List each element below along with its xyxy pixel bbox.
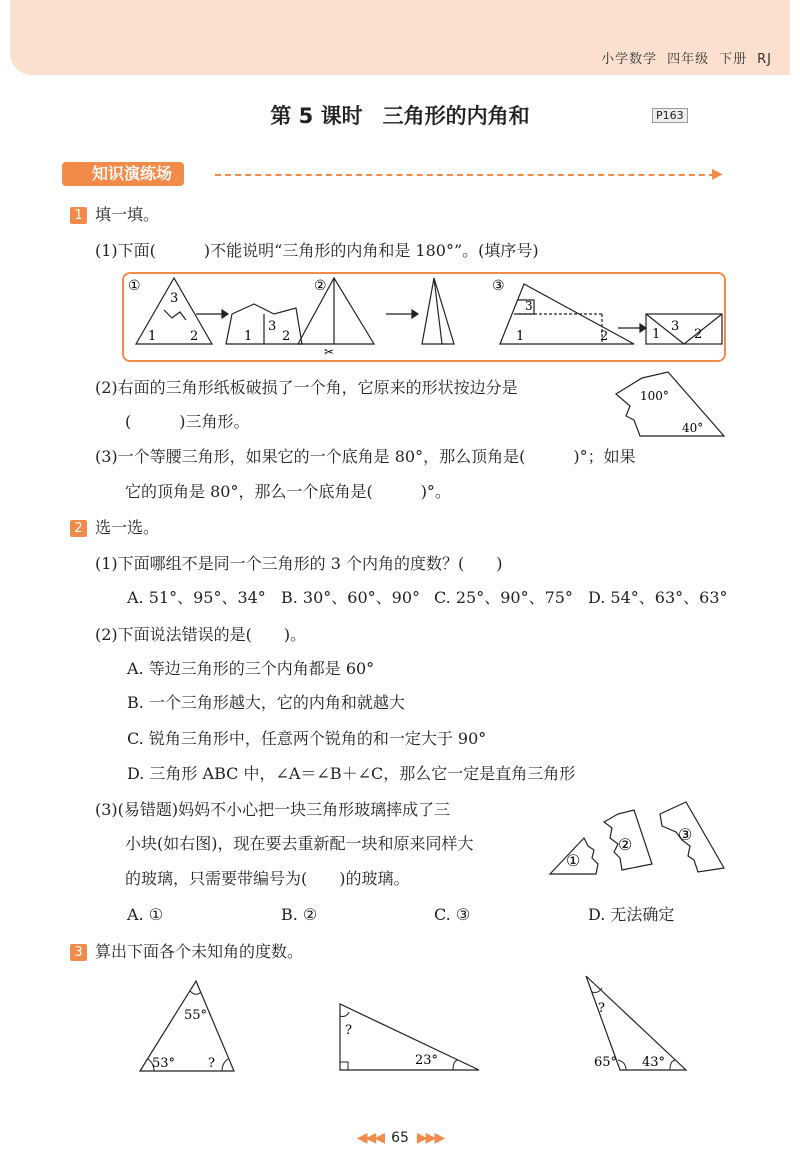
q2-part3-line1: (3)(易错题)妈妈不小心把一块三角形玻璃摔成了三 — [95, 800, 451, 819]
tri2-top-angle: ? — [345, 1023, 352, 1038]
q2-part1: (1)下面哪组不是同一个三角形的 3 个内角的度数？( ) — [95, 554, 503, 573]
q3-number: 3 — [70, 944, 87, 961]
angle-label-1: 1 — [148, 329, 157, 344]
q1-title: 填一填。 — [95, 205, 160, 224]
angle-label-2d: 2 — [694, 327, 703, 342]
fig-label-1: ① — [128, 278, 141, 294]
triangle-1 — [130, 975, 240, 1075]
q2-p1-option-b: B. 30°、60°、90° — [281, 588, 421, 607]
tri1-right-angle: ? — [208, 1056, 215, 1071]
piece-label-3: ③ — [678, 825, 693, 844]
lesson-number: 第 5 课时 — [270, 104, 363, 128]
q1-part2-line1: (2)右面的三角形纸板破损了一个角，它原来的形状按边分是 — [95, 378, 518, 397]
angle-40: 40° — [682, 421, 704, 435]
q2-p2-option-a: A. 等边三角形的三个内角都是 60° — [127, 659, 375, 678]
q1-part3-line1: (3)一个等腰三角形，如果它的一个底角是 80°，那么顶角是( )°；如果 — [95, 447, 636, 466]
q1-heading — [70, 204, 159, 226]
broken-triangle-figure — [612, 370, 728, 440]
tri1-left-angle: 53° — [152, 1056, 176, 1071]
q2-title: 选一选。 — [95, 518, 160, 537]
q2-p3-option-b: B. ② — [281, 905, 318, 924]
q1-part1: (1)下面( )不能说明“三角形的内角和是 180°”。(填序号) — [95, 241, 539, 260]
q2-p2-option-d: D. 三角形 ABC 中，∠A＝∠B＋∠C，那么它一定是直角三角形 — [127, 764, 576, 783]
header-band — [10, 0, 790, 75]
fig-label-2: ② — [314, 278, 327, 294]
q1-part2-line2: ( )三角形。 — [125, 412, 250, 431]
piece-label-2: ② — [618, 835, 633, 854]
q2-number: 2 — [70, 520, 87, 537]
q2-p1-option-a: A. 51°、95°、34° — [127, 588, 266, 607]
q2-part2: (2)下面说法错误的是( )。 — [95, 625, 307, 644]
angle-label-2: 2 — [190, 329, 199, 344]
q1-part3-line2: 它的顶角是 80°，那么一个底角是( )°。 — [125, 482, 451, 501]
tri3-right-angle: 43° — [642, 1055, 666, 1070]
right-arrows-icon: ▶▶▶ — [416, 1130, 444, 1146]
angle-100: 100° — [640, 389, 669, 403]
tri1-top-angle: 55° — [184, 1008, 208, 1023]
broken-glass-figure — [548, 798, 728, 878]
q3-title: 算出下面各个未知角的度数。 — [95, 942, 304, 961]
angle-label-3: 3 — [170, 291, 179, 306]
q2-p3-option-c: C. ③ — [434, 905, 471, 924]
subject: 小学数学 — [601, 52, 658, 67]
q2-p3-option-a: A. ① — [127, 905, 164, 924]
angle-label-3d: 3 — [671, 319, 680, 334]
volume: 下册 — [719, 52, 748, 67]
angle-label-2b: 2 — [282, 329, 291, 344]
tri3-outer-angle: 65° — [594, 1055, 618, 1070]
q2-p1-option-c: C. 25°、90°、75° — [434, 588, 573, 607]
q2-part3-line3: 的玻璃，只需要带编号为( )的玻璃。 — [125, 869, 410, 888]
arrow-icon: ▶ — [712, 166, 723, 182]
figure-box — [122, 272, 726, 362]
angle-label-1d: 1 — [652, 327, 661, 342]
book-info — [591, 48, 772, 67]
q2-part3-line2: 小块(如右图)，现在要去重新配一块和原来同样大 — [125, 834, 474, 853]
q2-p2-option-b: B. 一个三角形越大，它的内角和就越大 — [127, 693, 405, 712]
section-divider — [215, 174, 715, 176]
scissors-icon: ✂ — [324, 345, 335, 359]
q2-p2-option-c: C. 锐角三角形中，任意两个锐角的和一定大于 90° — [127, 729, 487, 748]
q2-p3-option-d: D. 无法确定 — [588, 905, 675, 924]
angle-label-2c: 2 — [600, 329, 609, 344]
triangle-2 — [333, 1000, 483, 1075]
edition: RJ — [757, 52, 772, 67]
page-reference: P163 — [652, 108, 688, 123]
angle-label-1c: 1 — [516, 329, 525, 344]
grade: 四年级 — [667, 52, 710, 67]
page-number: 65 — [391, 1130, 409, 1146]
left-arrows-icon: ◀◀◀ — [356, 1130, 384, 1146]
q1-number: 1 — [70, 207, 87, 224]
triangle-3 — [580, 972, 690, 1075]
q3-heading — [70, 941, 303, 963]
fig-label-3: ③ — [492, 278, 505, 294]
page-footer — [0, 1130, 800, 1146]
angle-label-3c: 3 — [525, 299, 533, 313]
triangle-figures — [124, 274, 724, 360]
q2-p1-option-d: D. 54°、63°、63° — [588, 588, 728, 607]
angle-label-1b: 1 — [244, 329, 253, 344]
lesson-topic: 三角形的内角和 — [382, 104, 530, 128]
tri2-right-angle: 23° — [415, 1053, 439, 1068]
angle-label-3b: 3 — [268, 319, 277, 334]
piece-label-1: ① — [566, 851, 581, 870]
q2-heading — [70, 517, 159, 539]
tri3-top-angle: ? — [598, 1001, 605, 1016]
section-tag: 知识演练场 — [62, 162, 184, 186]
